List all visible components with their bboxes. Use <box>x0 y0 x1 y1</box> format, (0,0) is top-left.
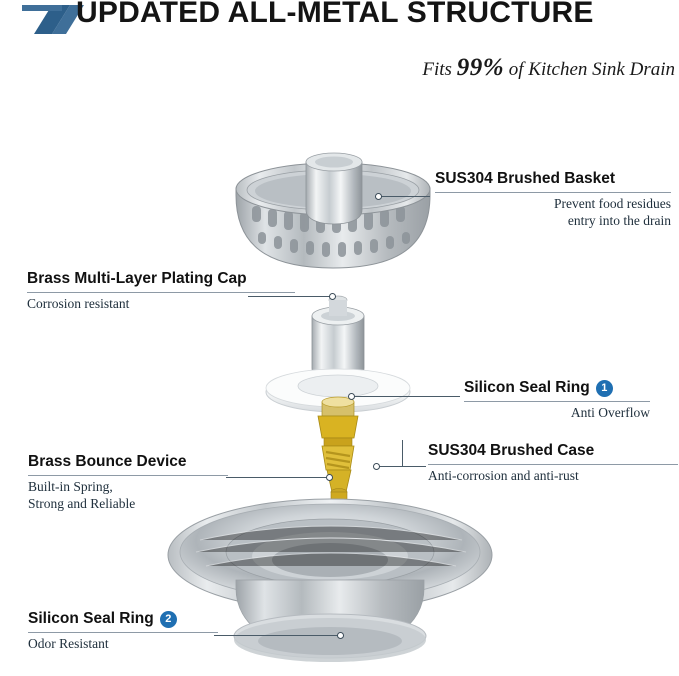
callout-plating-cap <box>27 270 295 313</box>
callout-brushed-case-rule <box>428 464 678 465</box>
callout-plating-cap-rule <box>27 292 295 293</box>
callout-bounce-device-desc-line2: Strong and Reliable <box>28 495 136 511</box>
callout-basket-desc-line2: entry into the drain <box>567 212 671 228</box>
callout-seal-ring-2 <box>28 610 218 653</box>
callout-seal-ring-1-desc: Anti Overflow <box>570 405 650 420</box>
callout-basket <box>435 170 671 230</box>
part-silicon-seal-ring-2 <box>234 580 426 662</box>
header-subtitle-prefix: Fits <box>422 59 457 80</box>
callout-bounce-device-title: Brass Bounce Device <box>28 453 187 470</box>
callout-basket-desc <box>435 196 671 230</box>
leader-line-seal-ring-2 <box>214 635 340 636</box>
leader-dot-bounce-device <box>326 474 333 481</box>
callout-basket-rule <box>435 192 671 193</box>
callout-seal-ring-1-rule <box>464 401 650 402</box>
callout-bounce-device-rule <box>28 475 228 476</box>
leader-line-bounce-device <box>226 477 330 478</box>
leader-line-brushed-case <box>376 466 426 467</box>
leader-line-brushed-case-vert <box>402 440 403 467</box>
part-silicon-seal-ring-1 <box>266 369 410 412</box>
leader-dot-brushed-case <box>373 463 380 470</box>
callout-bounce-device-desc-line1: Built-in Spring, <box>28 479 113 494</box>
callout-seal-ring-1 <box>464 379 650 422</box>
callout-seal-ring-2-desc: Odor Resistant <box>28 636 109 651</box>
callout-brushed-case <box>428 442 678 485</box>
part-brass-bounce-device <box>318 397 358 511</box>
callout-seal-ring-2-rule <box>28 632 218 633</box>
page-title: UPDATED ALL-METAL STRUCTURE <box>76 0 594 29</box>
header-subtitle-suffix: of Kitchen Sink Drain <box>504 59 675 80</box>
callout-basket-desc-line1: Prevent food residues <box>554 196 671 211</box>
callout-basket-title: SUS304 Brushed Basket <box>435 170 616 187</box>
callout-plating-cap-desc: Corrosion resistant <box>27 296 130 311</box>
part-plating-cap <box>312 296 364 383</box>
leader-line-seal-ring-1 <box>352 396 460 397</box>
header-subtitle-percent: 99% <box>456 54 505 81</box>
header-banner <box>0 0 679 92</box>
callout-seal-ring-2-header <box>28 610 218 628</box>
callout-bounce-device-desc <box>28 479 228 513</box>
part-strainer-basket <box>236 153 430 268</box>
callout-seal-ring-2-badge: 2 <box>160 611 177 628</box>
callout-brushed-case-title: SUS304 Brushed Case <box>428 442 595 459</box>
leader-dot-seal-ring-2 <box>337 632 344 639</box>
callout-seal-ring-1-badge: 1 <box>596 380 613 397</box>
callout-seal-ring-2-title: Silicon Seal Ring <box>28 610 154 627</box>
callout-seal-ring-1-title: Silicon Seal Ring <box>464 379 590 396</box>
callout-brushed-case-desc: Anti-corrosion and anti-rust <box>428 468 579 483</box>
part-brushed-case <box>168 499 492 611</box>
callout-plating-cap-title: Brass Multi-Layer Plating Cap <box>27 270 247 287</box>
header-subtitle <box>422 54 675 82</box>
leader-dot-basket <box>375 193 382 200</box>
callout-seal-ring-1-header <box>464 379 650 397</box>
leader-dot-seal-ring-1 <box>348 393 355 400</box>
leader-line-basket <box>378 196 430 197</box>
leader-dot-plating-cap <box>329 293 336 300</box>
callout-bounce-device <box>28 453 228 513</box>
